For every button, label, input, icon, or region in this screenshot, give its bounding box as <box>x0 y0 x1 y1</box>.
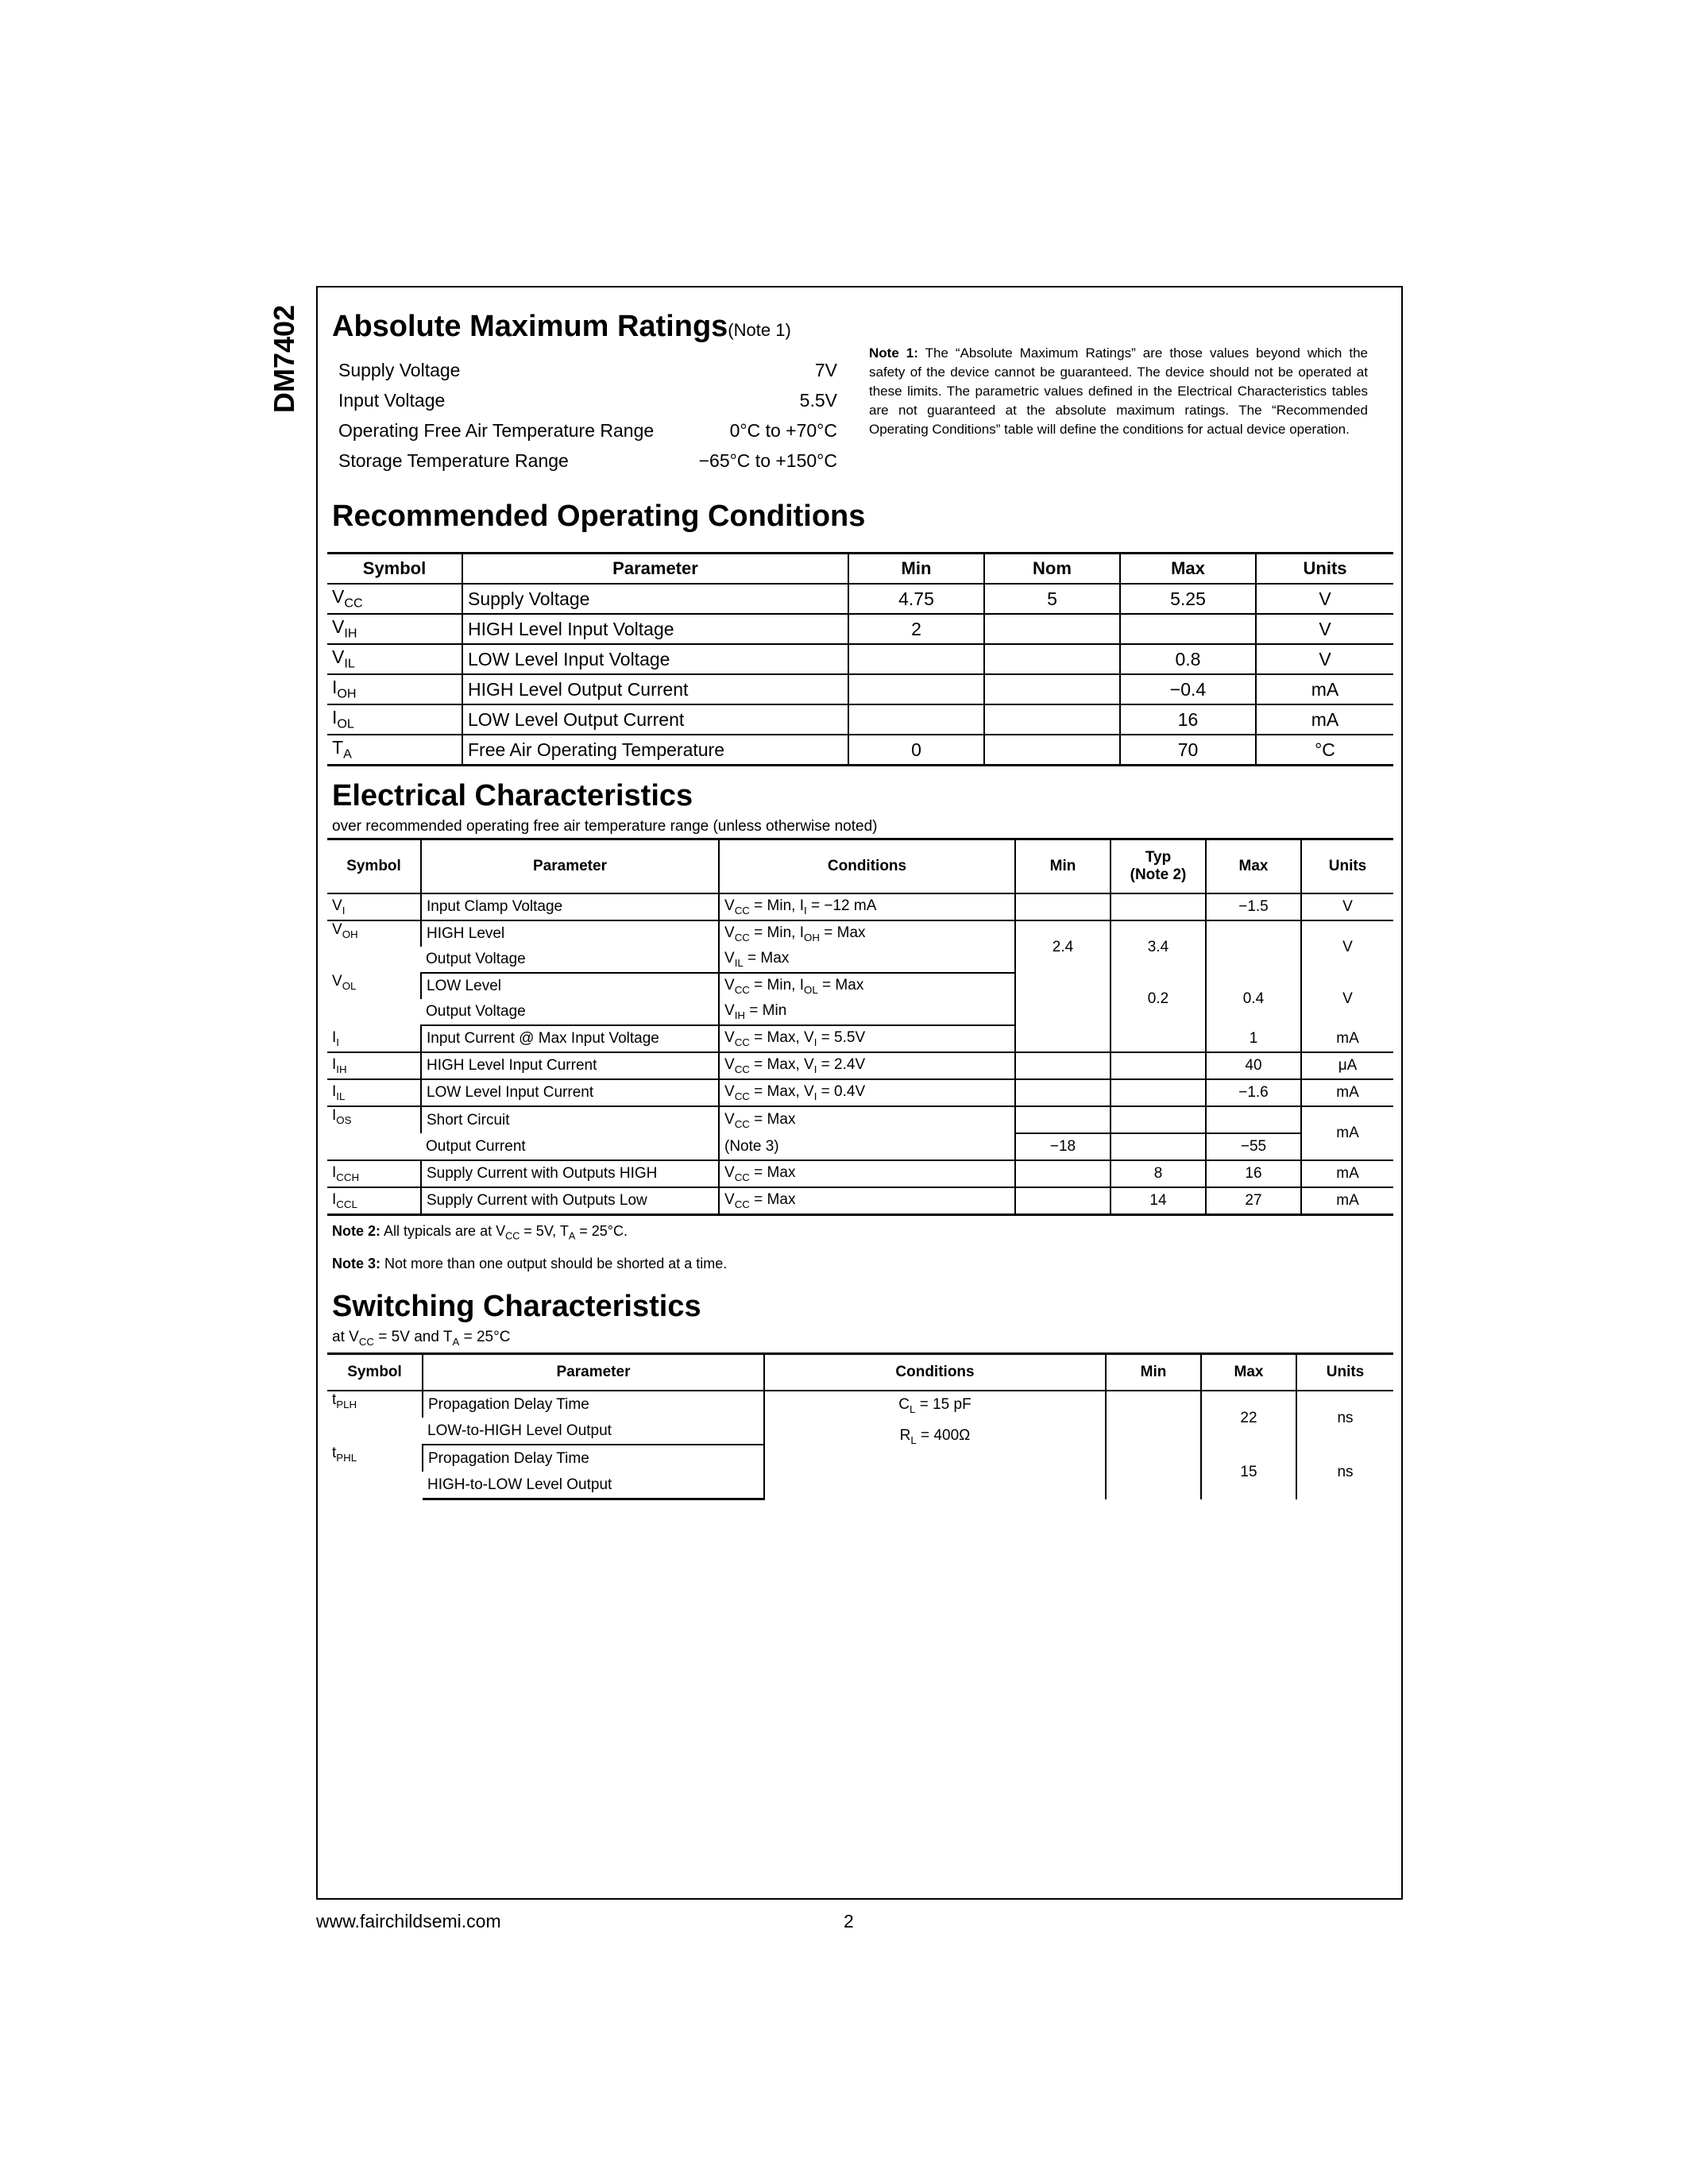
min-cell <box>1106 1391 1201 1445</box>
amr-list <box>338 355 837 476</box>
note-1 <box>869 344 1368 439</box>
units-cell: V <box>1256 644 1393 674</box>
symbol-sub: I <box>336 1036 339 1048</box>
symbol-sub: CC <box>344 596 363 611</box>
sc-table <box>327 1352 1393 1500</box>
min-cell <box>1015 893 1111 920</box>
parameter-cell: LOW Level <box>421 973 719 999</box>
parameter-cell: LOW Level Input Current <box>421 1079 719 1106</box>
max-cell: 0.8 <box>1120 644 1256 674</box>
amr-value: 0°C to +70°C <box>729 420 837 441</box>
parameter-cell: Output Voltage <box>421 999 719 1025</box>
amr-value: −65°C to +150°C <box>698 450 837 471</box>
conditions-cell: $V_{CC}$ = Max <box>719 1187 1015 1215</box>
symbol-cell <box>327 1106 421 1160</box>
symbol-cell <box>327 614 462 644</box>
max-cell: 16 <box>1206 1160 1301 1187</box>
amr-label: Input Voltage <box>338 390 446 411</box>
symbol-cell <box>327 644 462 674</box>
symbol-sub: OH <box>342 928 358 940</box>
symbol-cell <box>327 735 462 766</box>
symbol: I <box>332 707 338 728</box>
conditions-cell: $V_{IH}$ = Min <box>719 999 1015 1025</box>
symbol: V <box>332 646 345 668</box>
symbol-sub: OL <box>342 979 357 992</box>
amr-row <box>338 385 837 415</box>
typ-cell <box>1111 1052 1206 1079</box>
units-cell: mA <box>1301 1160 1393 1187</box>
symbol: I <box>332 1028 337 1046</box>
col-header: Min <box>1015 839 1111 894</box>
symbol: I <box>332 1107 337 1124</box>
parameter-cell: HIGH Level Input Current <box>421 1052 719 1079</box>
units-cell: mA <box>1256 674 1393 704</box>
max-cell <box>1120 614 1256 644</box>
sc-title: Switching Characteristics <box>332 1289 701 1323</box>
col-header: Conditions <box>719 839 1015 894</box>
symbol-sub: I <box>342 904 346 916</box>
symbol-cell <box>327 1187 421 1215</box>
units-cell: ns <box>1296 1391 1393 1445</box>
table-row <box>327 920 1393 947</box>
max-cell: 27 <box>1206 1187 1301 1215</box>
note-1-label: Note 1: <box>869 345 918 361</box>
col-header: Symbol <box>327 1354 423 1391</box>
min-cell <box>848 674 984 704</box>
col-header-typ <box>1111 839 1206 894</box>
units-cell: V <box>1301 920 1393 973</box>
max-cell: 0.4 <box>1206 973 1301 1025</box>
sc-subtitle: at $V_{CC} = 5V$ and $T_A = 25^\circ C$ <box>332 1328 511 1348</box>
units-cell: V <box>1301 893 1393 920</box>
col-header: Symbol <box>327 554 462 585</box>
parameter-cell: Output Current <box>421 1133 719 1160</box>
min-cell: 0 <box>848 735 984 766</box>
amr-label: Storage Temperature Range <box>338 450 569 471</box>
symbol-sub: CCL <box>336 1198 357 1210</box>
nom-cell <box>984 674 1120 704</box>
table-row <box>327 1079 1393 1106</box>
parameter-cell: Propagation Delay Time <box>423 1445 764 1472</box>
note-1-text: The “Absolute Maximum Ratings” are those values beyond which the safety of the device cannot be guaranteed. The device should not be operated at these limits. The parametric values defined in the Electrical Characteristics tables are not guaranteed at the absolute maximum ratings. The “Recommended Operating Conditions” table will define the conditions for actual device operation. <box>869 345 1368 437</box>
min-cell <box>1015 1187 1111 1215</box>
symbol-cell <box>327 973 421 1025</box>
col-header: Max <box>1120 554 1256 585</box>
symbol: V <box>332 921 342 938</box>
symbol: I <box>332 1083 337 1101</box>
col-header: Min <box>1106 1354 1201 1391</box>
symbol-sub: IL <box>336 1090 346 1102</box>
max-cell-empty <box>1206 1106 1301 1133</box>
table-row <box>327 584 1393 614</box>
parameter-cell: Input Current @ Max Input Voltage <box>421 1025 719 1052</box>
parameter-cell: LOW Level Input Voltage <box>462 644 848 674</box>
typ-cell-empty <box>1111 1106 1206 1133</box>
units-cell: V <box>1256 614 1393 644</box>
col-header: Nom <box>984 554 1120 585</box>
parameter-cell: HIGH Level Output Current <box>462 674 848 704</box>
symbol-sub: PLH <box>336 1399 357 1411</box>
max-cell: −1.5 <box>1206 893 1301 920</box>
table-row <box>327 1391 1393 1418</box>
units-cell: °C <box>1256 735 1393 766</box>
sc-header-row <box>327 1354 1393 1391</box>
symbol-sub: IL <box>344 656 355 671</box>
amr-title <box>332 307 791 350</box>
symbol-cell <box>327 1025 421 1052</box>
table-row <box>327 1187 1393 1215</box>
ec-subtitle: over recommended operating free air temperature range (unless otherwise noted) <box>332 818 878 835</box>
table-row <box>327 1160 1393 1187</box>
parameter-cell: LOW Level Output Current <box>462 704 848 735</box>
note-2-label: Note 2: <box>332 1223 381 1239</box>
col-header: Max <box>1206 839 1301 894</box>
parameter-cell: HIGH Level Input Voltage <box>462 614 848 644</box>
nom-cell <box>984 644 1120 674</box>
conditions-cell: $V_{CC}$ = Max <box>719 1106 1015 1133</box>
amr-value: 5.5V <box>799 390 837 411</box>
amr-row <box>338 355 837 385</box>
symbol-cell <box>327 893 421 920</box>
typ-cell <box>1111 1133 1206 1160</box>
min-cell <box>1015 1052 1111 1079</box>
col-header: Symbol <box>327 839 421 894</box>
page-number: 2 <box>844 1911 854 1931</box>
nom-cell <box>984 735 1120 766</box>
table-row <box>327 1106 1393 1133</box>
units-cell: ns <box>1296 1445 1393 1499</box>
units-cell: mA <box>1256 704 1393 735</box>
nom-cell: 5 <box>984 584 1120 614</box>
nom-cell <box>984 614 1120 644</box>
symbol-cell <box>327 1445 423 1499</box>
symbol-cell <box>327 1079 421 1106</box>
table-row <box>327 973 1393 999</box>
parameter-cell: Supply Voltage <box>462 584 848 614</box>
symbol: I <box>332 1191 337 1209</box>
symbol-sub: IH <box>344 626 357 641</box>
col-header: Parameter <box>462 554 848 585</box>
symbol-cell <box>327 584 462 614</box>
conditions-cell: $V_{CC}$ = Max, $V_I = 5.5V$ <box>719 1025 1015 1052</box>
symbol-cell <box>327 1160 421 1187</box>
typ-cell: 14 <box>1111 1187 1206 1215</box>
table-row <box>327 644 1393 674</box>
min-cell <box>848 704 984 735</box>
symbol-sub: OH <box>337 686 357 701</box>
table-row <box>327 1052 1393 1079</box>
max-cell: −55 <box>1206 1133 1301 1160</box>
col-header: Units <box>1296 1354 1393 1391</box>
max-cell: 15 <box>1201 1445 1296 1499</box>
symbol-sub: A <box>343 747 352 762</box>
amr-value: 7V <box>814 360 837 380</box>
parameter-cell: HIGH Level <box>421 920 719 947</box>
units-cell: μA <box>1301 1052 1393 1079</box>
max-cell: 1 <box>1206 1025 1301 1052</box>
nom-cell <box>984 704 1120 735</box>
min-cell: 2.4 <box>1015 920 1111 973</box>
col-header: Min <box>848 554 984 585</box>
units-cell: mA <box>1301 1187 1393 1215</box>
typ-label: Typ <box>1145 849 1172 866</box>
max-cell: 70 <box>1120 735 1256 766</box>
conditions-cell: $V_{IL}$ = Max <box>719 947 1015 973</box>
roc-header-row <box>327 554 1393 585</box>
symbol-cell <box>327 1052 421 1079</box>
min-cell <box>848 644 984 674</box>
units-cell: V <box>1256 584 1393 614</box>
min-cell <box>1015 1160 1111 1187</box>
symbol: V <box>332 616 345 638</box>
typ-cell: 3.4 <box>1111 920 1206 973</box>
roc-table <box>327 552 1393 766</box>
symbol: T <box>332 737 344 758</box>
symbol: t <box>332 1391 337 1409</box>
datasheet-frame <box>316 286 1403 1900</box>
conditions-cell: $C_L = 15$ pF $R_L = 400\Omega$ <box>764 1391 1106 1499</box>
symbol-sub: IH <box>336 1063 347 1075</box>
max-cell: 5.25 <box>1120 584 1256 614</box>
parameter-cell: Output Voltage <box>421 947 719 973</box>
units-cell: mA <box>1301 1106 1393 1160</box>
units-cell: V <box>1301 973 1393 1025</box>
symbol-sub: CCH <box>336 1171 360 1183</box>
amr-row <box>338 415 837 446</box>
conditions-cell: $V_{CC}$ = Max, $V_I = 2.4V$ <box>719 1052 1015 1079</box>
footer-url[interactable]: www.fairchildsemi.com <box>316 1911 501 1931</box>
conditions-cell: (Note 3) <box>719 1133 1015 1160</box>
max-cell: 22 <box>1201 1391 1296 1445</box>
units-cell: mA <box>1301 1079 1393 1106</box>
min-cell <box>1106 1445 1201 1499</box>
page-content <box>327 294 1393 1500</box>
max-cell: 40 <box>1206 1052 1301 1079</box>
max-cell: −1.6 <box>1206 1079 1301 1106</box>
min-cell <box>1015 1025 1111 1052</box>
min-cell: −18 <box>1015 1133 1111 1160</box>
amr-label: Operating Free Air Temperature Range <box>338 420 655 441</box>
parameter-cell: Propagation Delay Time <box>423 1391 764 1418</box>
conditions-cell: $V_{CC}$ = Max <box>719 1160 1015 1187</box>
symbol-cell <box>327 704 462 735</box>
typ-cell: 8 <box>1111 1160 1206 1187</box>
col-header: Conditions <box>764 1354 1106 1391</box>
symbol: I <box>332 1056 337 1074</box>
note-3-text: Not more than one output should be shorted at a time. <box>384 1255 728 1271</box>
symbol-sub: OL <box>337 716 354 731</box>
min-cell <box>1015 1079 1111 1106</box>
amr-label: Supply Voltage <box>338 360 461 380</box>
col-header: Max <box>1201 1354 1296 1391</box>
amr-title-note: (Note 1) <box>728 320 791 340</box>
symbol: V <box>332 586 345 608</box>
ec-title: Electrical Characteristics <box>332 779 693 812</box>
symbol: I <box>332 677 338 698</box>
typ-note: (Note 2) <box>1130 866 1187 883</box>
note-3 <box>332 1250 1393 1277</box>
table-row-cont <box>327 1133 1393 1160</box>
symbol-sub: PHL <box>336 1452 357 1464</box>
symbol-cell <box>327 1391 423 1445</box>
parameter-cell: LOW-to-HIGH Level Output <box>423 1418 764 1445</box>
parameter-cell: Supply Current with Outputs HIGH <box>421 1160 719 1187</box>
typ-cell <box>1111 1025 1206 1052</box>
col-header: Parameter <box>421 839 719 894</box>
parameter-cell: Short Circuit <box>421 1106 719 1133</box>
typ-cell: 0.2 <box>1111 973 1206 1025</box>
col-header: Units <box>1301 839 1393 894</box>
min-cell <box>1015 973 1111 1025</box>
ec-table <box>327 838 1393 1216</box>
typ-cell <box>1111 1079 1206 1106</box>
symbol-cell <box>327 920 421 973</box>
min-cell: 2 <box>848 614 984 644</box>
roc-title: Recommended Operating Conditions <box>332 500 866 533</box>
max-cell: 16 <box>1120 704 1256 735</box>
table-row <box>327 893 1393 920</box>
symbol: t <box>332 1445 337 1462</box>
symbol: V <box>332 973 342 990</box>
parameter-cell: Free Air Operating Temperature <box>462 735 848 766</box>
col-header: Parameter <box>423 1354 764 1391</box>
symbol: V <box>332 897 342 915</box>
symbol: I <box>332 1164 337 1182</box>
symbol-cell <box>327 674 462 704</box>
table-row <box>327 704 1393 735</box>
part-number-vertical: DM7402 <box>268 304 300 413</box>
max-cell: −0.4 <box>1120 674 1256 704</box>
table-row <box>327 735 1393 766</box>
ec-header-row <box>327 839 1393 894</box>
note-2: Note 2: All typicals are at $V_{CC} = 5V$, $T_A = 25^\circ C$. <box>332 1223 628 1242</box>
amr-title-text: Absolute Maximum Ratings <box>332 310 728 343</box>
min-cell: 4.75 <box>848 584 984 614</box>
col-header: Units <box>1256 554 1393 585</box>
absolute-maximum-ratings-section <box>327 294 1393 496</box>
conditions-cell: $V_{CC}$ = Min, $I_{OL}$ = Max <box>719 973 1015 999</box>
table-row <box>327 614 1393 644</box>
parameter-cell: Supply Current with Outputs Low <box>421 1187 719 1215</box>
conditions-cell: $V_{CC}$ = Min, $I_{OH}$ = Max <box>719 920 1015 947</box>
parameter-cell: HIGH-to-LOW Level Output <box>423 1472 764 1499</box>
table-row <box>327 674 1393 704</box>
typ-cell <box>1111 893 1206 920</box>
note-3-label: Note 3: <box>332 1255 381 1271</box>
units-cell: mA <box>1301 1025 1393 1052</box>
max-cell <box>1206 920 1301 973</box>
table-row <box>327 1025 1393 1052</box>
ec-notes <box>327 1217 1393 1277</box>
conditions-cell: $V_{CC}$ = Min, $I_I = -12$ mA <box>719 893 1015 920</box>
symbol-sub: OS <box>336 1113 352 1126</box>
min-cell-empty <box>1015 1106 1111 1133</box>
conditions-cell: $V_{CC}$ = Max, $V_I = 0.4V$ <box>719 1079 1015 1106</box>
amr-row <box>338 446 837 476</box>
parameter-cell: Input Clamp Voltage <box>421 893 719 920</box>
